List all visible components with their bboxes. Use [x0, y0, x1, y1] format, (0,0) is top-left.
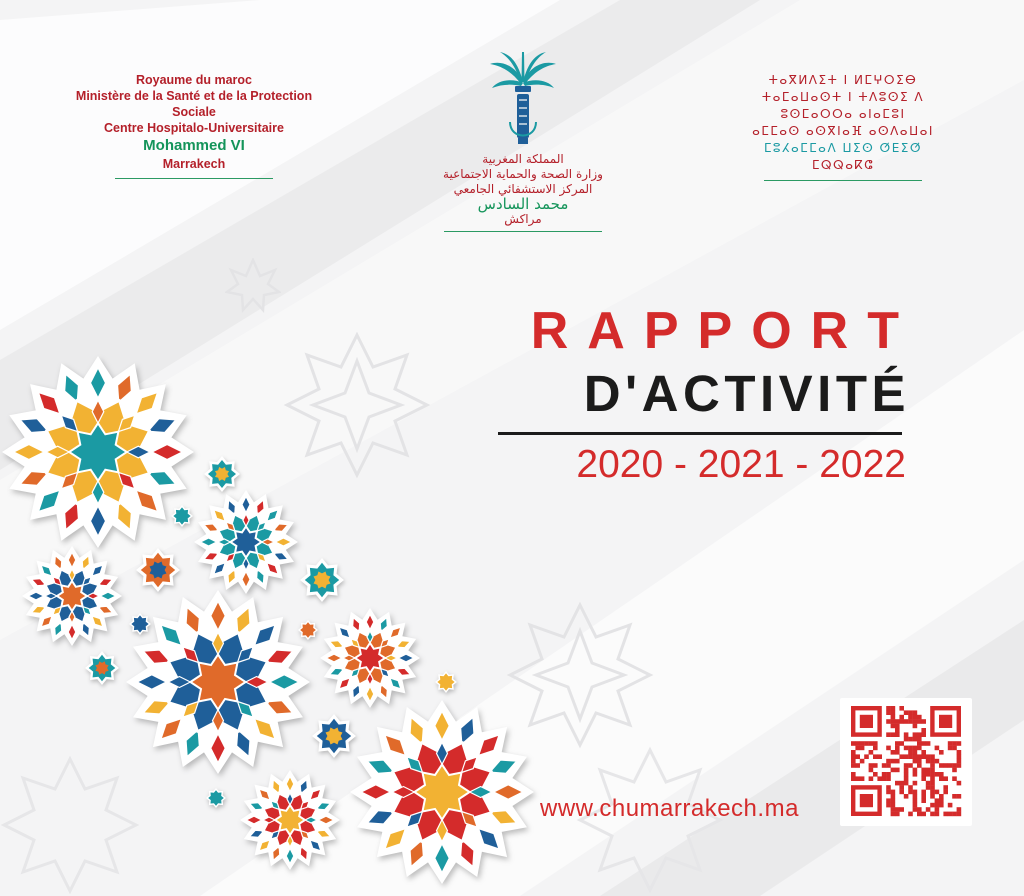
ar-chu-label: المركز الاستشفائي الجامعي	[453, 182, 593, 196]
institution-header-fr	[60, 72, 328, 179]
city-label: Marrakech	[162, 157, 226, 171]
palm-logo-icon	[488, 52, 558, 146]
star-ornament	[22, 546, 122, 646]
qr-code-icon[interactable]	[840, 698, 972, 826]
mohammed-vi-label: Mohammed VI	[143, 137, 245, 154]
star-ornament	[2, 356, 194, 548]
ar-city-label: مراكش	[504, 212, 542, 226]
ghost-star-ornament	[225, 258, 281, 314]
institution-header-tz	[738, 72, 948, 181]
tz-ministry-label: ⵜⴰⵎⴰⵡⴰⵙⵜ ⵏ ⵜⴷⵓⵙⵉ ⴷ ⵓⵙⵎⴰⵔⵔⴰ ⴰⵏⴰⵎⵓⵏ	[761, 90, 925, 121]
small-star-ornament	[136, 548, 180, 592]
website-link[interactable]: www.chumarrakech.ma	[540, 795, 799, 822]
star-ornament	[194, 490, 298, 594]
small-star-ornament	[171, 505, 193, 527]
small-star-ornament	[129, 613, 151, 635]
arabic-header-text	[428, 152, 618, 227]
title-rapport: RAPPORT	[530, 302, 918, 360]
header-center-divider	[444, 231, 602, 232]
tz-mohammed-vi-label: ⵎⵓⵃⴰⵎⵎⴰⴷ ⵡⵉⵙ ⵚⴹⵉⵚ	[763, 141, 923, 155]
chu-label: Centre Hospitalo-Universitaire	[104, 121, 284, 135]
star-ornament	[350, 700, 534, 884]
small-star-ornament	[300, 558, 344, 602]
tz-city-label: ⵎⵕⵕⴰⴽⵛ	[811, 158, 875, 172]
kingdom-label: Royaume du maroc	[135, 73, 252, 87]
small-star-ornament	[85, 651, 119, 685]
title-years: 2020 - 2021 - 2022	[576, 443, 906, 486]
header-right-divider	[764, 180, 922, 181]
ar-ministry-label: وزارة الصحة والحماية الاجتماعية	[443, 167, 603, 181]
ar-kingdom-label: المملكة المغربية	[482, 152, 564, 166]
header-left-divider	[115, 178, 273, 179]
title-activite: D'ACTIVITÉ	[583, 365, 910, 422]
star-ornament	[126, 590, 310, 774]
ar-mohammed-vi-label: محمد السادس	[477, 195, 569, 213]
qr-code-card	[840, 698, 972, 826]
ministry-label: Ministère de la Santé et de la Protection Sociale	[75, 89, 313, 119]
tz-kingdom-label: ⵜⴰⴳⵍⴷⵉⵜ ⵏ ⵍⵎⵖⵔⵉⴱ	[768, 73, 918, 87]
small-star-ornament	[312, 714, 356, 758]
star-ornament	[240, 770, 340, 870]
small-star-ornament	[204, 456, 240, 492]
star-ornament	[320, 608, 420, 708]
small-star-ornament	[298, 620, 318, 640]
small-star-ornament	[435, 671, 457, 693]
tz-chu-label: ⴰⵎⵎⴰⵙ ⴰⵙⴳⵏⴰⴼ ⴰⵙⴷⴰⵡⴰⵏ	[752, 124, 934, 138]
small-star-ornament	[206, 788, 226, 808]
geometric-star-ornament-cluster	[0, 340, 560, 896]
institution-header-ar	[428, 52, 618, 232]
